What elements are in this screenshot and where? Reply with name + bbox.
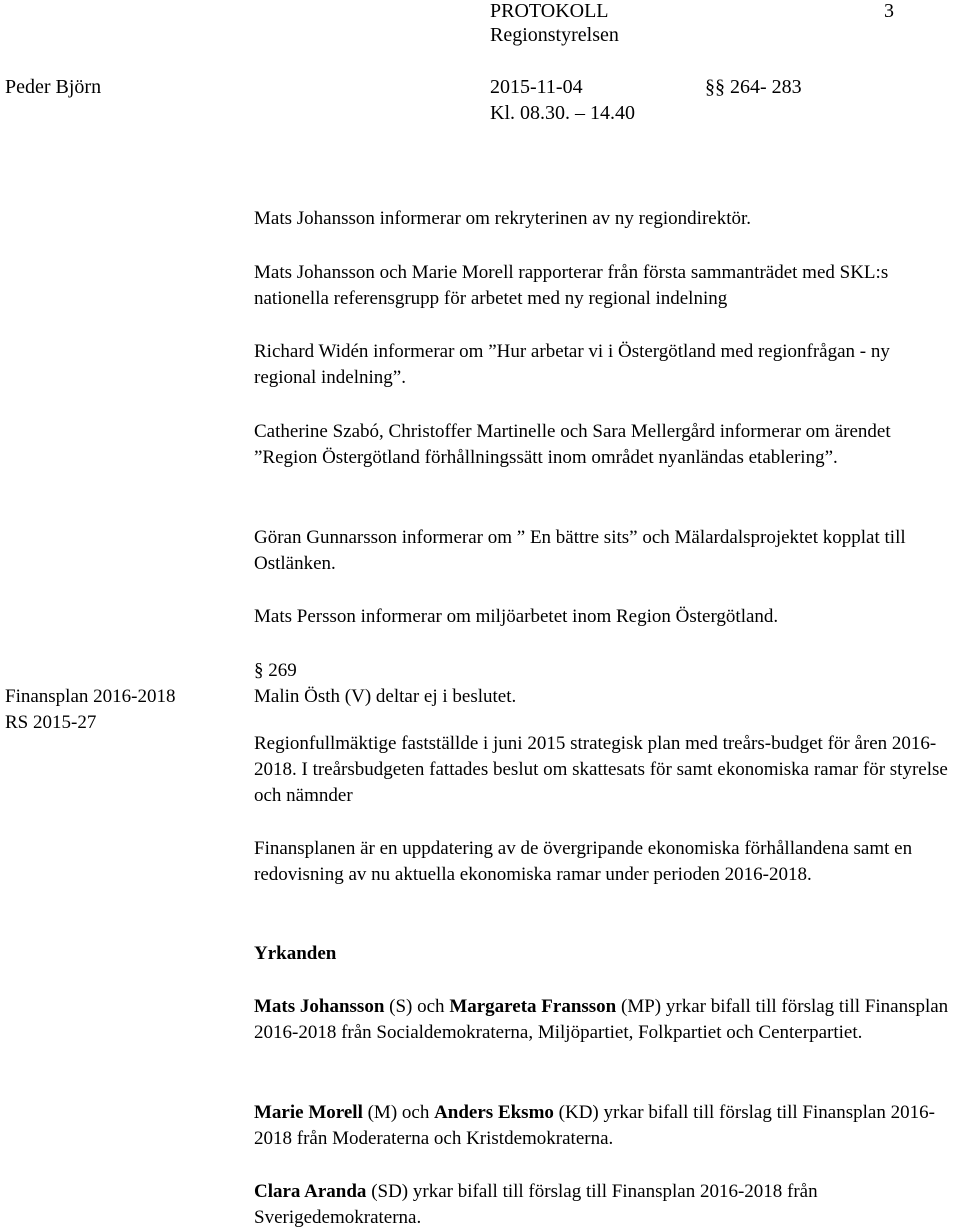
document-type: PROTOKOLL [490,0,609,22]
motion-paragraph: Mats Johansson (S) och Margareta Fransson (MP) yrkar bifall till förslag till Finansplan 2016-2018 från Socialdemokraterna, Miljöpartiet, Folkpartiet och Centerpartiet. [254,996,949,1043]
motion-paragraph: Marie Morell (M) och Anders Eksmo (KD) yrkar bifall till förslag till Finansplan 2016-2018 från Moderaterna och Kristdemokraterna. [254,1102,935,1149]
section-range: §§ 264- 283 [705,76,802,98]
section-note: Malin Östh (V) deltar ej i beslutet. [254,686,517,707]
motion-name: Clara Aranda [254,1181,367,1202]
case-number: RS 2015-27 [5,712,97,733]
motion-name: Margareta Fransson [449,996,617,1017]
page-number: 3 [884,0,894,22]
motion-paragraph: Clara Aranda (SD) yrkar bifall till förslag till Finansplan 2016-2018 från Sverigedemokraterna. [254,1181,818,1228]
meeting-time: Kl. 08.30. – 14.40 [490,102,635,124]
intro-item: Mats Persson informerar om miljöarbetet inom Region Östergötland. [254,606,779,627]
yrkanden-heading: Yrkanden [254,943,337,964]
intro-item: Mats Johansson informerar om rekryterinen av ny regiondirektör. [254,208,752,229]
motion-name: Anders Eksmo [434,1102,554,1123]
meeting-date: 2015-11-04 [490,76,583,98]
signatory: Peder Björn [5,76,102,98]
intro-item: Göran Gunnarsson informerar om ” En bättre sits” och Mälardalsprojektet kopplat till Ostlänken. [254,527,906,574]
intro-item: Mats Johansson och Marie Morell rapporterar från första sammanträdet med SKL:s nationella referensgrupp för arbetet med ny regional indelning [254,262,889,309]
intro-item: Richard Widén informerar om ”Hur arbetar vi i Östergötland med regionfrågan - ny regional indelning”. [254,341,890,388]
body-paragraph: Regionfullmäktige fastställde i juni 2015 strategisk plan med treårs-budget för åren 2016-2018. I treårsbudgeten fattades beslut om skattesats för samt ekonomiska ramar för styrelse och nämnder [254,733,948,806]
intro-item: Catherine Szabó, Christoffer Martinelle och Sara Mellergård informerar om ärendet ”Region Östergötland förhållningssätt inom området nyanländas etablering”. [254,421,891,468]
organization: Regionstyrelsen [490,24,619,46]
body-paragraph: Finansplanen är en uppdatering av de övergripande ekonomiska förhållandena samt en redovisning av nu aktuella ekonomiska ramar under perioden 2016-2018. [254,838,913,885]
section-title: Finansplan 2016-2018 [5,686,176,707]
motion-name: Marie Morell [254,1102,363,1123]
motion-name: Mats Johansson [254,996,385,1017]
section-number: § 269 [254,660,297,681]
